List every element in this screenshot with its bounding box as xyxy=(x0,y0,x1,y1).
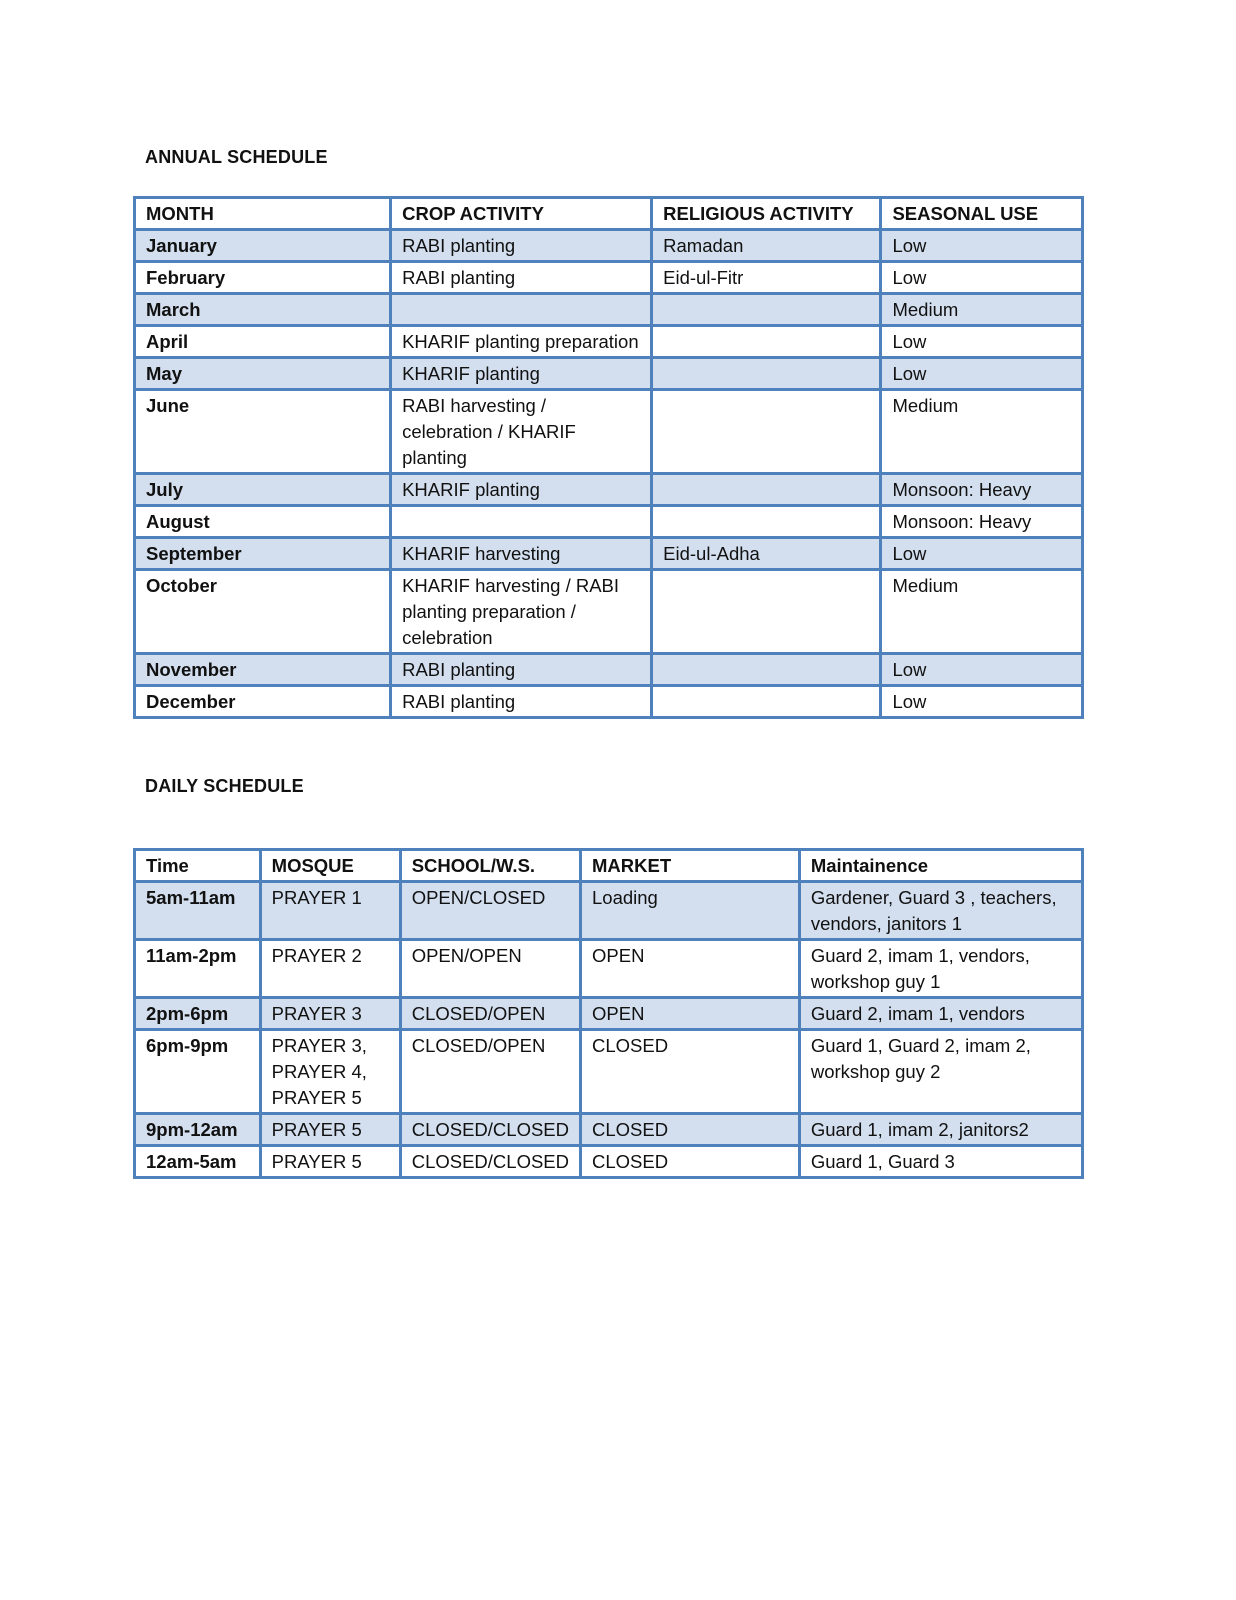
month-cell: September xyxy=(135,538,391,570)
crop-cell: KHARIF harvesting xyxy=(391,538,652,570)
table-row xyxy=(135,506,1083,538)
season-cell: Low xyxy=(881,262,1083,294)
season-cell: Low xyxy=(881,538,1083,570)
maintenance-cell: Guard 2, imam 1, vendors, workshop guy 1 xyxy=(799,940,1082,998)
month-cell: October xyxy=(135,570,391,654)
crop-cell: RABI planting xyxy=(391,686,652,718)
month-cell: August xyxy=(135,506,391,538)
school-cell: CLOSED/OPEN xyxy=(400,998,580,1030)
table-row xyxy=(135,686,1083,718)
month-cell: April xyxy=(135,326,391,358)
maintenance-cell: Gardener, Guard 3 , teachers, vendors, janitors 1 xyxy=(799,882,1082,940)
crop-cell: KHARIF planting xyxy=(391,474,652,506)
crop-cell: RABI planting xyxy=(391,654,652,686)
religious-cell: Eid-ul-Adha xyxy=(652,538,881,570)
season-cell: Medium xyxy=(881,390,1083,474)
month-cell: February xyxy=(135,262,391,294)
header-seasonal-use: SEASONAL USE xyxy=(881,198,1083,230)
school-cell: OPEN/CLOSED xyxy=(400,882,580,940)
table-row xyxy=(135,358,1083,390)
table-row xyxy=(135,570,1083,654)
crop-cell: RABI harvesting / celebration / KHARIF planting xyxy=(391,390,652,474)
religious-cell xyxy=(652,686,881,718)
school-cell: CLOSED/OPEN xyxy=(400,1030,580,1114)
crop-cell xyxy=(391,506,652,538)
mosque-cell: PRAYER 2 xyxy=(260,940,400,998)
religious-cell xyxy=(652,474,881,506)
market-cell: CLOSED xyxy=(581,1030,800,1114)
school-cell: CLOSED/CLOSED xyxy=(400,1114,580,1146)
maintenance-cell: Guard 1, Guard 2, imam 2, workshop guy 2 xyxy=(799,1030,1082,1114)
table-row xyxy=(135,294,1083,326)
table-row xyxy=(135,1030,1083,1114)
table-row xyxy=(135,654,1083,686)
crop-cell: KHARIF harvesting / RABI planting preparation / celebration xyxy=(391,570,652,654)
table-row xyxy=(135,998,1083,1030)
season-cell: Medium xyxy=(881,570,1083,654)
table-row xyxy=(135,882,1083,940)
time-cell: 5am-11am xyxy=(135,882,261,940)
crop-cell: RABI planting xyxy=(391,230,652,262)
table-row xyxy=(135,474,1083,506)
religious-cell xyxy=(652,654,881,686)
month-cell: December xyxy=(135,686,391,718)
religious-cell xyxy=(652,506,881,538)
market-cell: OPEN xyxy=(581,940,800,998)
header-mosque: MOSQUE xyxy=(260,850,400,882)
table-row xyxy=(135,538,1083,570)
crop-cell: KHARIF planting xyxy=(391,358,652,390)
annual-schedule-table xyxy=(133,196,1084,719)
month-cell: November xyxy=(135,654,391,686)
month-cell: January xyxy=(135,230,391,262)
month-cell: March xyxy=(135,294,391,326)
header-school: SCHOOL/W.S. xyxy=(400,850,580,882)
month-cell: July xyxy=(135,474,391,506)
season-cell: Low xyxy=(881,326,1083,358)
season-cell: Low xyxy=(881,230,1083,262)
table-row xyxy=(135,1146,1083,1178)
table-row xyxy=(135,390,1083,474)
mosque-cell: PRAYER 5 xyxy=(260,1114,400,1146)
religious-cell xyxy=(652,294,881,326)
table-row xyxy=(135,326,1083,358)
maintenance-cell: Guard 2, imam 1, vendors xyxy=(799,998,1082,1030)
season-cell: Medium xyxy=(881,294,1083,326)
time-cell: 2pm-6pm xyxy=(135,998,261,1030)
annual-schedule-title: ANNUAL SCHEDULE xyxy=(145,147,328,167)
time-cell: 12am-5am xyxy=(135,1146,261,1178)
religious-cell xyxy=(652,326,881,358)
table-row xyxy=(135,940,1083,998)
header-crop-activity: CROP ACTIVITY xyxy=(391,198,652,230)
market-cell: OPEN xyxy=(581,998,800,1030)
market-cell: CLOSED xyxy=(581,1146,800,1178)
season-cell: Low xyxy=(881,654,1083,686)
crop-cell xyxy=(391,294,652,326)
annual-header-row xyxy=(135,198,1083,230)
daily-schedule-table xyxy=(133,848,1084,1179)
table-row xyxy=(135,230,1083,262)
school-cell: CLOSED/CLOSED xyxy=(400,1146,580,1178)
religious-cell xyxy=(652,570,881,654)
time-cell: 9pm-12am xyxy=(135,1114,261,1146)
season-cell: Low xyxy=(881,686,1083,718)
time-cell: 6pm-9pm xyxy=(135,1030,261,1114)
daily-header-row xyxy=(135,850,1083,882)
header-market: MARKET xyxy=(581,850,800,882)
season-cell: Monsoon: Heavy xyxy=(881,506,1083,538)
header-time: Time xyxy=(135,850,261,882)
month-cell: May xyxy=(135,358,391,390)
table-row xyxy=(135,1114,1083,1146)
table-row xyxy=(135,262,1083,294)
maintenance-cell: Guard 1, Guard 3 xyxy=(799,1146,1082,1178)
crop-cell: RABI planting xyxy=(391,262,652,294)
mosque-cell: PRAYER 5 xyxy=(260,1146,400,1178)
school-cell: OPEN/OPEN xyxy=(400,940,580,998)
market-cell: CLOSED xyxy=(581,1114,800,1146)
mosque-cell: PRAYER 3, PRAYER 4, PRAYER 5 xyxy=(260,1030,400,1114)
time-cell: 11am-2pm xyxy=(135,940,261,998)
daily-schedule-title: DAILY SCHEDULE xyxy=(145,776,304,796)
religious-cell: Eid-ul-Fitr xyxy=(652,262,881,294)
header-month: MONTH xyxy=(135,198,391,230)
crop-cell: KHARIF planting preparation xyxy=(391,326,652,358)
maintenance-cell: Guard 1, imam 2, janitors2 xyxy=(799,1114,1082,1146)
market-cell: Loading xyxy=(581,882,800,940)
religious-cell xyxy=(652,390,881,474)
header-religious-activity: RELIGIOUS ACTIVITY xyxy=(652,198,881,230)
religious-cell xyxy=(652,358,881,390)
mosque-cell: PRAYER 1 xyxy=(260,882,400,940)
header-maintenance: Maintainence xyxy=(799,850,1082,882)
religious-cell: Ramadan xyxy=(652,230,881,262)
mosque-cell: PRAYER 3 xyxy=(260,998,400,1030)
season-cell: Low xyxy=(881,358,1083,390)
month-cell: June xyxy=(135,390,391,474)
season-cell: Monsoon: Heavy xyxy=(881,474,1083,506)
